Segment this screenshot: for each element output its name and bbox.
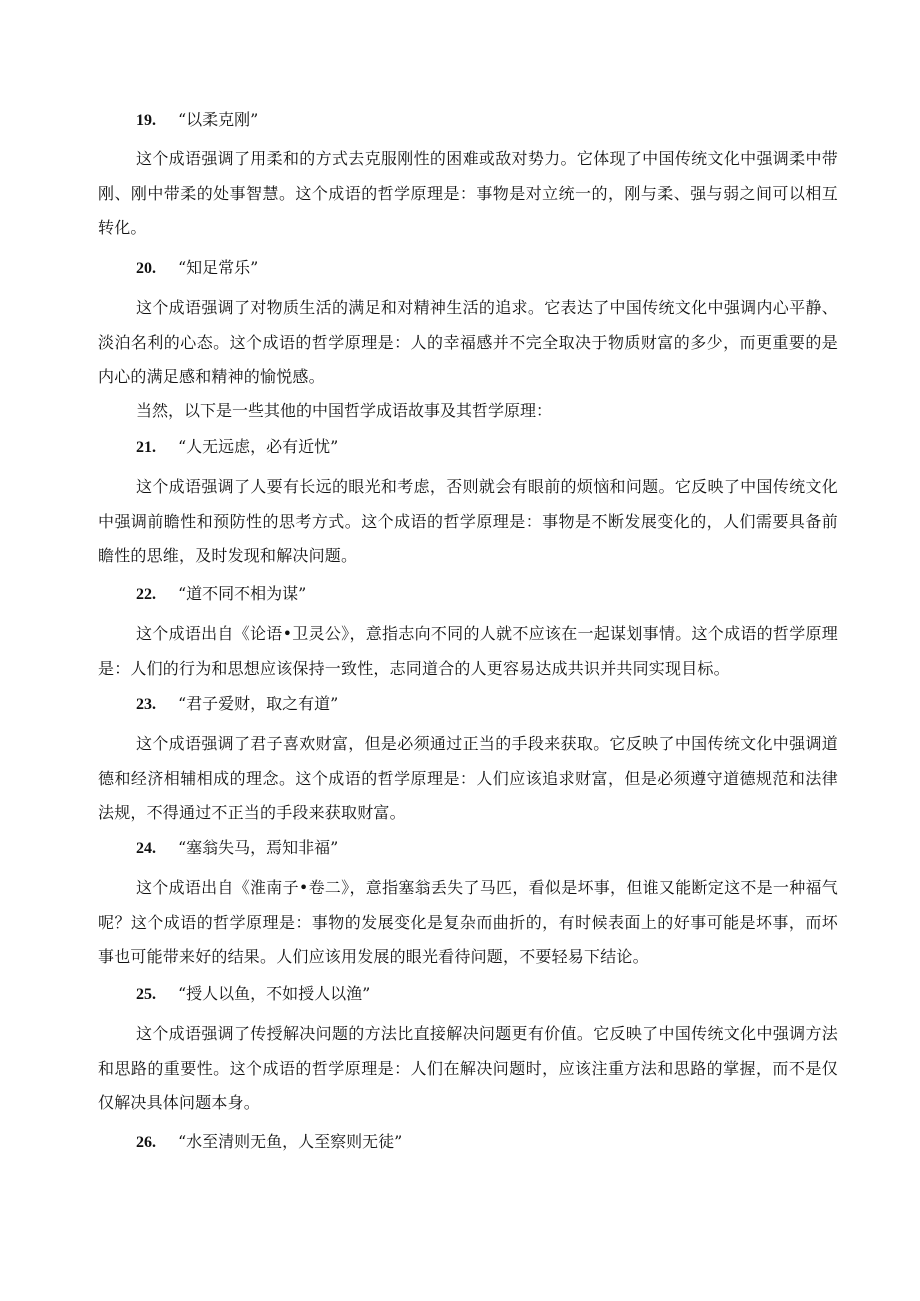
idiom-title: “以柔克刚” [178,110,259,129]
idiom-number: 21. [136,439,156,456]
idiom-heading-25 [98,984,876,1005]
idiom-title: “君子爱财，取之有道” [178,694,339,713]
idiom-heading-21 [98,437,876,458]
idiom-number: 20. [136,260,156,277]
idiom-body-19: 这个成语强调了用柔和的方式去克服刚性的困难或敌对势力。它体现了中国传统文化中强调柔中带刚、刚中带柔的处事智慧。这个成语的哲学原理是：事物是对立统一的，刚与柔、强与弱之间可以相互转化。 [98,149,838,237]
idiom-title: “授人以鱼，不如授人以渔” [178,984,371,1003]
idiom-heading-24 [98,838,876,859]
idiom-number: 25. [136,986,156,1003]
idiom-heading-20 [98,258,876,279]
idiom-number: 26. [136,1134,156,1151]
idiom-number: 19. [136,112,156,129]
idiom-number: 23. [136,696,156,713]
idiom-body-25: 这个成语强调了传授解决问题的方法比直接解决问题更有价值。它反映了中国传统文化中强调方法和思路的重要性。这个成语的哲学原理是：人们在解决问题时，应该注重方法和思路的掌握，而不是仅仅解决具体问题本身。 [98,1024,838,1112]
idiom-body-24: 这个成语出自《淮南子•卷二》，意指塞翁丢失了马匹，看似是坏事，但谁又能断定这不是一种福气呢？这个成语的哲学原理是：事物的发展变化是复杂而曲折的，有时候表面上的好事可能是坏事，而坏事也可能带来好的结果。人们应该用发展的眼光看待问题，不要轻易下结论。 [98,878,838,966]
idiom-heading-26 [98,1132,876,1153]
idiom-title: “知足常乐” [178,258,259,277]
idiom-title: “人无远虑，必有近忧” [178,437,339,456]
idiom-title: “道不同不相为谋” [178,584,307,603]
idiom-body-21: 这个成语强调了人要有长远的眼光和考虑，否则就会有眼前的烦恼和问题。它反映了中国传统文化中强调前瞻性和预防性的思考方式。这个成语的哲学原理是：事物是不断发展变化的，人们需要具备前瞻性的思维，及时发现和解决问题。 [98,477,838,565]
idiom-heading-22 [98,584,876,605]
idiom-number: 22. [136,586,156,603]
idiom-title: “水至清则无鱼，人至察则无徒” [178,1132,403,1151]
idiom-body-23: 这个成语强调了君子喜欢财富，但是必须通过正当的手段来获取。它反映了中国传统文化中强调道德和经济相辅相成的理念。这个成语的哲学原理是：人们应该追求财富，但是必须遵守道德规范和法律法规，不得通过不正当的手段来获取财富。 [98,734,838,822]
section-intro: 当然，以下是一些其他的中国哲学成语故事及其哲学原理： [136,401,553,420]
idiom-heading-23 [98,694,876,715]
idiom-body-22: 这个成语出自《论语•卫灵公》，意指志向不同的人就不应该在一起谋划事情。这个成语的哲学原理是：人们的行为和思想应该保持一致性，志同道合的人更容易达成共识并共同实现目标。 [98,624,838,678]
idiom-number: 24. [136,840,156,857]
idiom-body-20: 这个成语强调了对物质生活的满足和对精神生活的追求。它表达了中国传统文化中强调内心平静、淡泊名利的心态。这个成语的哲学原理是：人的幸福感并不完全取决于物质财富的多少，而更重要的是内心的满足感和精神的愉悦感。 [98,298,838,386]
idiom-heading-19 [98,110,876,131]
idiom-title: “塞翁失马，焉知非福” [178,838,339,857]
